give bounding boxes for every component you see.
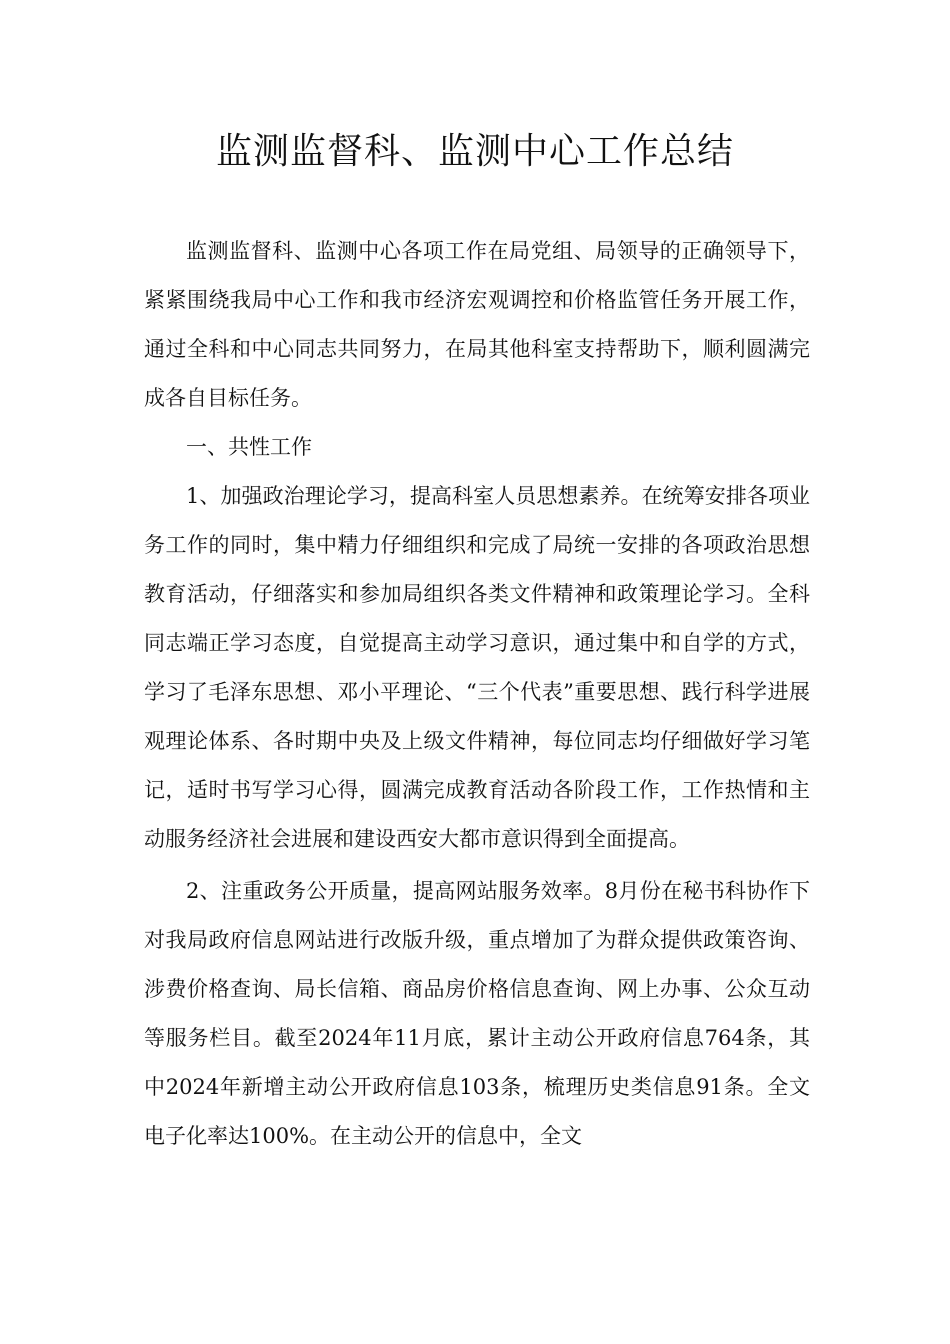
document-body — [144, 227, 810, 1161]
paragraph-government-affairs: 2、注重政务公开质量，提高网站服务效率。8月份在秘书科协作下对我局政府信息网站进行改版升级，重点增加了为群众提供政策咨询、涉费价格查询、局长信箱、商品房价格信息查询、网上办事、公众互动等服务栏目。截至2024年11月底，累计主动公开政府信息764条，其中2024年新增主动公开政府信息103条，梳理历史类信息91条。全文电子化率达100%。在主动公开的信息中，全文 — [144, 879, 810, 1148]
document-title: 监测监督科、监测中心工作总结 — [215, 131, 734, 172]
paragraph-intro: 监测监督科、监测中心各项工作在局党组、局领导的正确领导下，紧紧围绕我局中心工作和我市经济宏观调控和价格监管任务开展工作，通过全科和中心同志共同努力，在局其他科室支持帮助下，顺利圆满完成各自目标任务。 — [144, 239, 810, 410]
paragraph-political-study: 1、加强政治理论学习，提高科室人员思想素养。在统筹安排各项业务工作的同时，集中精力仔细组织和完成了局统一安排的各项政治思想教育活动，仔细落实和参加局组织各类文件精神和政策理论学习。全科同志端正学习态度，自觉提高主动学习意识，通过集中和自学的方式，学习了毛泽东思想、邓小平理论、“三个代表”重要思想、践行科学进展观理论体系、各时期中央及上级文件精神，每位同志均仔细做好学习笔记，适时书写学习心得，圆满完成教育活动各阶段工作，工作热情和主动服务经济社会进展和建设西安大都市意识得到全面提高。 — [144, 484, 810, 851]
section-heading-common-work: 一、共性工作 — [186, 435, 312, 459]
